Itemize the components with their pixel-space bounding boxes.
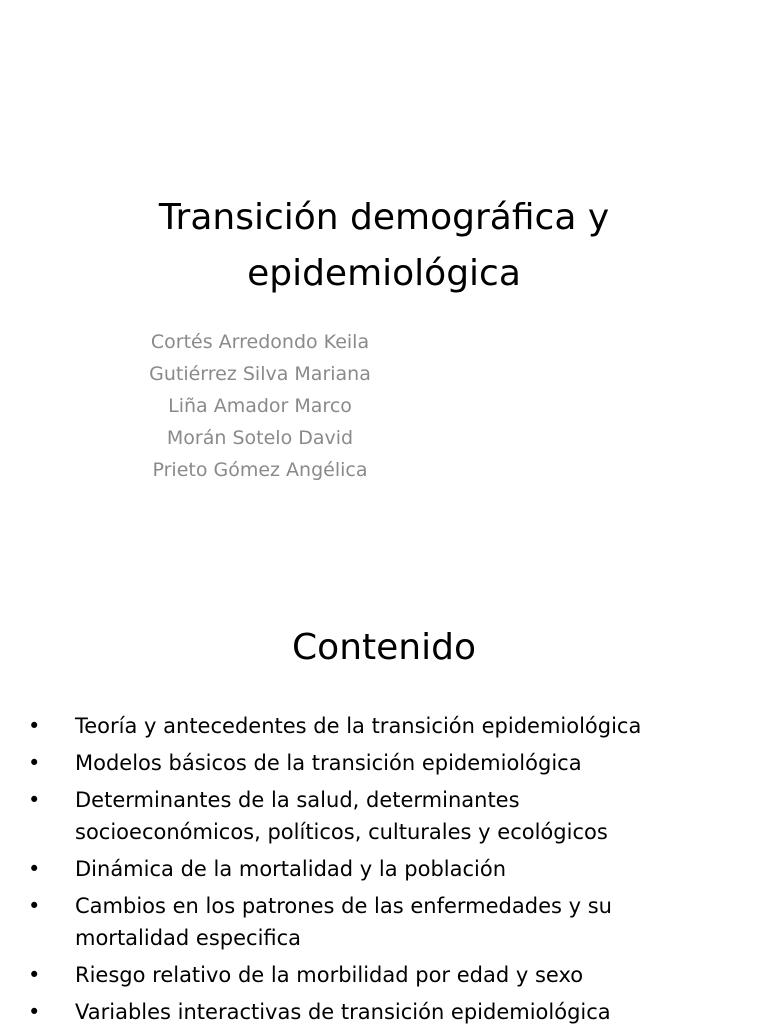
list-item [28, 959, 748, 991]
bullet-icon: • [28, 714, 41, 738]
contents-title: Contenido [292, 627, 476, 668]
author-name: Liña Amador Marco [168, 395, 352, 417]
bullet-icon: • [28, 894, 41, 918]
title-line-2: epidemiológica [247, 253, 521, 294]
list-item [28, 890, 748, 954]
author-name: Prieto Gómez Angélica [152, 459, 368, 481]
bullet-icon: • [28, 857, 41, 881]
list-item-text: Riesgo relativo de la morbilidad por edad y sexo [75, 963, 584, 987]
author-list [100, 326, 420, 486]
list-item-text: Cambios en los patrones de las enfermedades y su [75, 894, 612, 918]
bullet-icon: • [28, 1000, 41, 1024]
list-item-text: Modelos básicos de la transición epidemiológica [75, 751, 582, 775]
presentation-title [84, 190, 684, 302]
list-item-text: Teoría y antecedentes de la transición epidemiológica [75, 714, 642, 738]
list-item-text: Variables interactivas de transición epidemiológica [75, 1000, 611, 1024]
contents-list [28, 710, 748, 1024]
bullet-icon: • [28, 788, 41, 812]
list-item [28, 747, 748, 779]
contents-slide [0, 576, 768, 1024]
list-item [28, 996, 748, 1024]
list-item [28, 710, 748, 742]
list-item-text: Determinantes de la salud, determinantes [75, 788, 520, 812]
author-name: Morán Sotelo David [166, 427, 354, 449]
list-item [28, 853, 748, 885]
title-line-1: Transición demográfica y [158, 197, 610, 238]
author-name: Cortés Arredondo Keila [150, 331, 370, 353]
list-item-text: socioeconómicos, políticos, culturales y ecológicos [75, 820, 608, 844]
list-item-text: Dinámica de la mortalidad y la población [75, 857, 507, 881]
author-name: Gutiérrez Silva Mariana [149, 363, 371, 385]
bullet-icon: • [28, 963, 41, 987]
list-item [28, 784, 748, 848]
bullet-icon: • [28, 751, 41, 775]
list-item-text: mortalidad especifica [75, 926, 302, 950]
